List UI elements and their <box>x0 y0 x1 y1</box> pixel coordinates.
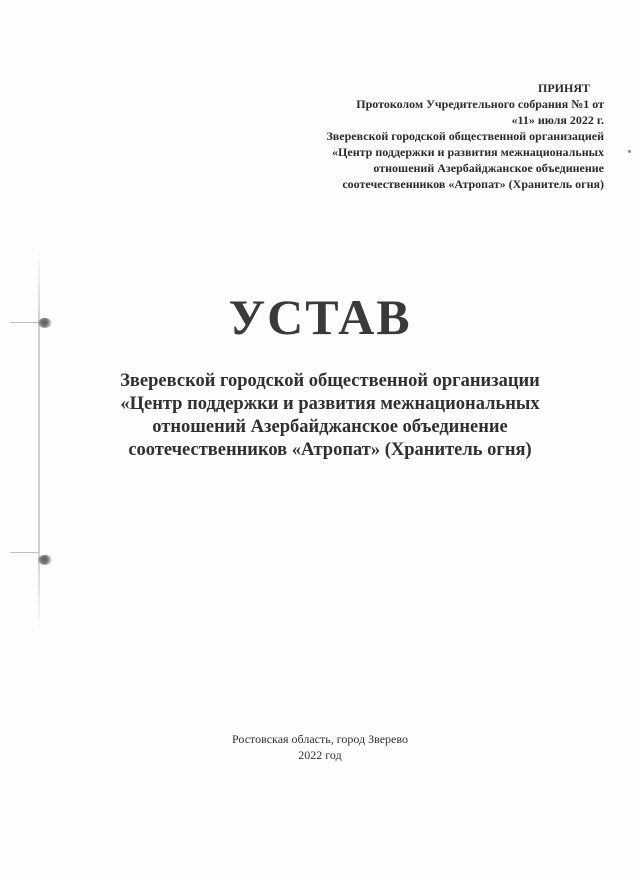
approval-heading: ПРИНЯТ <box>537 81 590 95</box>
approval-org-line-3: отношений Азербайджанское объединение <box>373 161 604 175</box>
approval-org-line-2: «Центр поддержки и развития межнациональных <box>332 145 604 159</box>
organization-name <box>60 370 600 462</box>
punch-mark-bottom <box>10 552 38 553</box>
document-footer <box>0 731 640 763</box>
approval-protocol-line: Протоколом Учредительного собрания №1 от <box>356 97 604 111</box>
organization-name-line-3: отношений Азербайджанское объединение <box>152 417 508 437</box>
approval-org-line-4: соотечественников «Атропат» (Хранитель огня) <box>342 177 604 191</box>
paper-speck <box>628 150 631 153</box>
approval-date-line: «11» июля 2022 г. <box>511 113 604 127</box>
approval-block <box>244 80 604 192</box>
approval-org-line-1: Зверевской городской общественной организацией <box>326 129 604 143</box>
organization-name-line-2: «Центр поддержки и развития межнациональных <box>120 394 540 414</box>
footer-year: 2022 год <box>298 748 342 762</box>
punch-hole-bottom <box>38 555 52 565</box>
organization-name-line-1: Зверевской городской общественной организации <box>120 371 540 391</box>
footer-place: Ростовская область, город Зверево <box>232 732 408 746</box>
organization-name-line-4: соотечественников «Атропат» (Хранитель огня) <box>128 440 532 460</box>
document-title: УСТАВ <box>228 289 412 345</box>
